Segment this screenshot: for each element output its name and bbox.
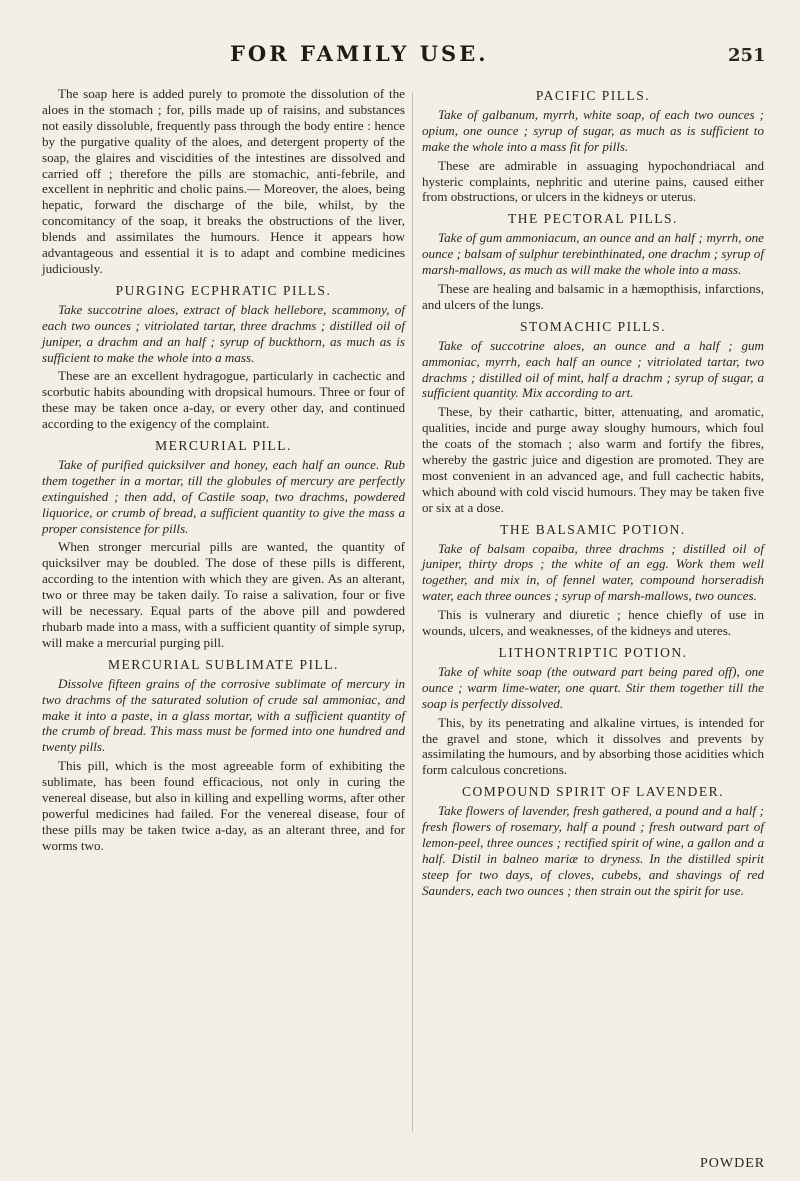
paragraph-mercurial-doses: When stronger mercurial pills are wanted, the quantity of quicksilver may be doubled. The dose of these pills is different, according to the intention with which they are given. As an alterant, two or three may be taken daily. To raise a salivation, four or five will be necessary. Equal parts of the above pill and powdered rhubarb made into a mass, with a sufficient quantity of simple syrup, will make a mercurial purging pill.	[42, 539, 405, 650]
heading-purging-ecphratic-pills: PURGING ECPHRATIC PILLS.	[115, 282, 332, 298]
recipe-lithontriptic-potion: Take of white soap (the outward part being pared off), one ounce ; warm lime-water, one quart. Stir them together till the soap is perfectly dissolved.	[422, 663, 764, 711]
recipe-pectoral-pills: Take of gum ammoniacum, an ounce and an half ; myrrh, one ounce ; balsam of sulphur terebinthinated, one drachm ; syrup of marsh-mallows, as much as will make the whole into a mass.	[422, 230, 764, 278]
heading-pectoral-pills: THE PECTORAL PILLS.	[508, 211, 678, 227]
paragraph-sublimate-use: This pill, which is the most agreeable form of exhibiting the sublimate, has been found efficacious, not only in curing the venereal disease, but also in killing and expelling worms, after other powerful medicines had failed. For the venereal disease, four of these pills may be taken twice a-day, as an alterant three, and for worms two.	[42, 758, 405, 853]
heading-lithontriptic-potion: LITHONTRIPTIC POTION.	[498, 645, 688, 660]
recipe-stomachic-pills: Take of succotrine aloes, an ounce and a half ; gum ammoniac, myrrh, each half an ounce ; vitriolated tartar, two drachms ; distilled oil of mint, half a drachm ; syrup of sugar, a sufficient quantity. Mix according to art.	[422, 337, 764, 401]
page-number: 251	[728, 45, 766, 66]
paragraph-balsamic-use: This is vulnerary and diuretic ; hence chiefly of use in wounds, ulcers, and weaknesses, of the kidneys and uteres.	[422, 607, 764, 639]
heading-mercurial-sublimate-pill: MERCURIAL SUBLIMATE PILL.	[108, 656, 339, 672]
paragraph-stomachic-use: These, by their cathartic, bitter, attenuating, and aromatic, qualities, incide and purge away sloughy humours, which foul the coats of the stomach ; also warm and fortify the fibres, whereby the gastric juice and digestion are promoted. They are most convenient in an advanced age, and full cachectic habits, which abound with cold viscid humours. They may be taken five or six at a dose.	[422, 404, 764, 515]
recipe-mercurial-sublimate-pill: Dissolve fifteen grains of the corrosive sublimate of mercury in two drachms of the saturated solution of crude sal ammoniac, and make it into a paste, in a glass mortar, with a sufficient quantity of the crumb of bread. This mass must be formed into one hundred and twenty pills.	[42, 675, 405, 755]
running-head	[0, 41, 800, 71]
left-column	[42, 86, 405, 857]
heading-compound-spirit-lavender: COMPOUND SPIRIT OF LAVENDER.	[461, 784, 725, 800]
paragraph-lithontriptic-use: This, by its penetrating and alkaline virtues, is intended for the gravel and stone, which it dissolves and prevents by assimilating the humours, and by absorbing those acidities which form calculous concretions.	[422, 714, 764, 778]
paragraph-pectoral-use: These are healing and balsamic in a hæmopthisis, infarctions, and ulcers of the lungs.	[422, 280, 764, 312]
heading-mercurial-pill: MERCURIAL PILL.	[155, 438, 292, 454]
paragraph-soap-note: The soap here is added purely to promote the dissolution of the aloes in the stomach ; for, pills made up of raisins, and substances not easily dissoluble, frequently pass through the body entire : hence by the purgative quality of the aloes, and detergent property of the soap, the glaires and viscidities of the intestines are dissolved and carried off ; therefore the pills are stomachic, anti-febrile, and excellent in nephritic and cholic pains.— Moreover, the aloes, being hepatic, forward the discharge of the bile, whilst, by the concomitancy of the soap, it breaks the obstructions of the liver, blends and assimilates the humours. Hence it appears how advantageous and essential it is to adapt and combine medicines judiciously.	[42, 86, 405, 276]
running-title: FOR FAMILY USE.	[230, 41, 489, 66]
right-column	[422, 86, 764, 902]
column-divider	[412, 92, 413, 1132]
recipe-purging-ecphratic-pills: Take succotrine aloes, extract of black hellebore, scammony, of each two ounces ; vitriolated tartar, three drachms ; distilled oil of juniper, a drachm and an half ; syrup of buckthorn, as much as is sufficient to make the whole into a mass.	[42, 301, 405, 365]
paragraph-pacific-use: These are admirable in assuaging hypochondriacal and hysteric complaints, nephritic and uterine pains, caused either from obstructions, or ulcers in the kidneys or uterus.	[422, 157, 764, 205]
heading-balsamic-potion: THE BALSAMIC POTION.	[500, 521, 686, 537]
heading-stomachic-pills: STOMACHIC PILLS.	[519, 318, 667, 334]
recipe-pacific-pills: Take of galbanum, myrrh, white soap, of each two ounces ; opium, one ounce ; syrup of sugar, as much as is sufficient to make the whole into a mass fit for pills.	[422, 106, 764, 154]
recipe-balsamic-potion: Take of balsam copaiba, three drachms ; distilled oil of juniper, thirty drops ; the white of an egg. Work them well together, and mix in, of fennel water, compound horseradish water, each three ounces ; syrup of marsh-mallows, two ounces.	[422, 540, 764, 604]
recipe-mercurial-pill: Take of purified quicksilver and honey, each half an ounce. Rub them together in a mortar, till the globules of mercury are perfectly extinguished ; then add, of Castile soap, two drachms, powdered liquorice, or crumb of bread, a sufficient quantity to give the mass a proper consistence for pills.	[42, 456, 405, 536]
catchword: POWDER	[700, 1156, 766, 1171]
heading-pacific-pills: PACIFIC PILLS.	[535, 88, 651, 103]
paragraph-hydragogue: These are an excellent hydragogue, particularly in cachectic and scorbutic habits abounding with dropsical humours. Three or four of these may be taken once a-day, or every other day, and continued according to the exigency of the complaint.	[42, 368, 405, 432]
recipe-compound-spirit-lavender: Take flowers of lavender, fresh gathered, a pound and a half ; fresh flowers of rosemary, half a pound ; fresh outward part of lemon-peel, three ounces ; rectified spirit of wine, a gallon and a half. Distil in balneo mariæ to dryness. In the distilled spirit steep for two days, of cloves, cubebs, and shavings of red Saunders, each two ounces ; then strain out the spirit for use.	[422, 803, 764, 898]
